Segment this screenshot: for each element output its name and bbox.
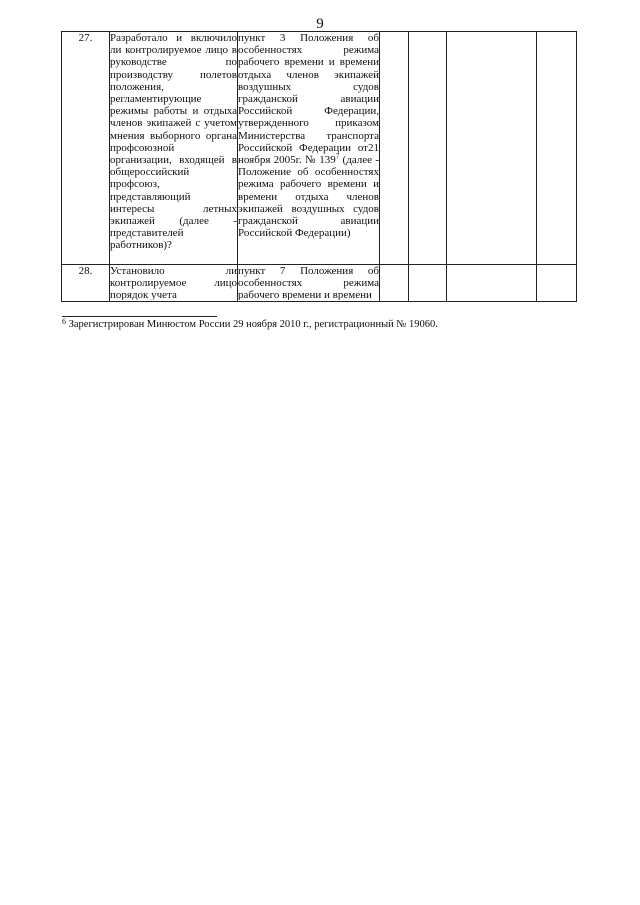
checklist-table: [61, 31, 577, 302]
legal-reference-text: пункт 3 Положения об особенностях режима рабочего времени и времени отдыха членов экипажей воздушных судов гражданской авиации Российской Федерации, утвержденного приказом Министерства транспорта Российской Федерации от21 ноября 2005г. № 139: [238, 32, 379, 167]
table-row: [62, 32, 577, 265]
footnote-text: Зарегистрирован Минюстом России 29 ноября 2010 г., регистрационный № 19060.: [68, 319, 438, 330]
legal-reference-text: пункт 7 Положения об особенностях режима рабочего времени и времени: [238, 265, 379, 300]
requirement-question: [110, 265, 238, 302]
row-number: 28.: [62, 265, 110, 302]
table-row: [62, 265, 577, 302]
footnote-divider: [62, 316, 217, 317]
row-number: 27.: [62, 32, 110, 265]
answer-yes-cell[interactable]: [380, 32, 409, 265]
page-number: 9: [316, 16, 324, 32]
answer-na-cell[interactable]: [447, 32, 537, 265]
answer-no-cell[interactable]: [409, 32, 447, 265]
requirement-question: Разработало и включило ли контролируемое лицо в руководстве по производству полетов положения, регламентирующие режимы работы и отдыха членов экипажей с учетом мнения выборного органа профсоюзной организации, входящей в общероссийский профсоюз, представляющий интересы летных экипажей (далее - представителей работников)?: [110, 32, 238, 265]
footnote: [62, 318, 582, 331]
note-cell[interactable]: [537, 32, 577, 265]
answer-na-cell[interactable]: [447, 265, 537, 302]
requirement-question-text: Установило ли контролируемое лицо порядок учета: [110, 265, 237, 300]
answer-no-cell[interactable]: [409, 265, 447, 302]
reference-footnote-marker: 7: [335, 152, 340, 161]
footnote-marker: 6: [62, 317, 66, 326]
legal-reference: [238, 265, 380, 302]
answer-yes-cell[interactable]: [380, 265, 409, 302]
legal-reference-text-cont: (далее - Положение об особенностях режима рабочего времени и времени отдыха членов экипажей воздушных судов гражданской авиации Российской Федерации): [238, 154, 379, 240]
legal-reference: [238, 32, 380, 265]
note-cell[interactable]: [537, 265, 577, 302]
